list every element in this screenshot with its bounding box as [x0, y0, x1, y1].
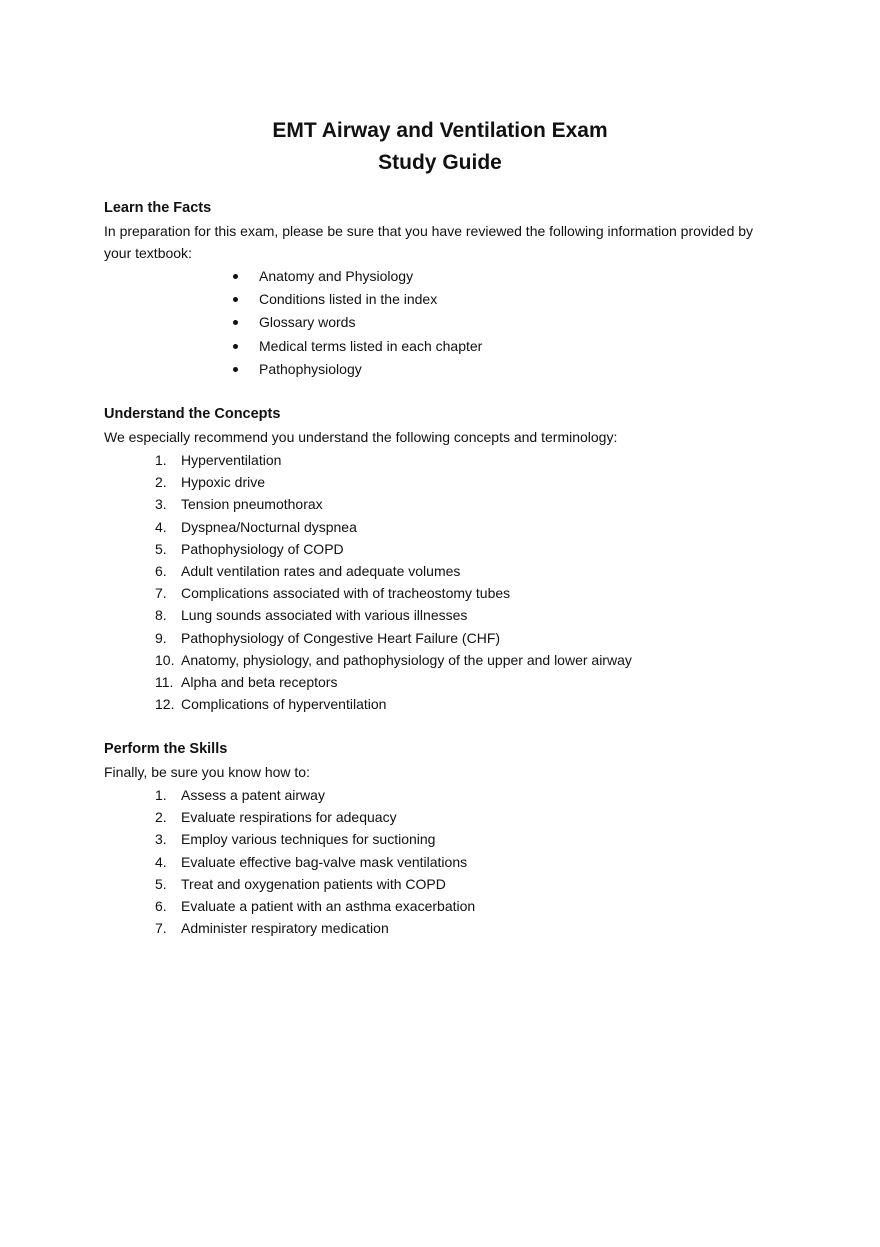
list-item	[155, 873, 475, 895]
item-number: 12.	[155, 696, 175, 713]
section-heading-concepts: Understand the Concepts	[104, 406, 281, 422]
section-heading-facts: Learn the Facts	[104, 200, 212, 216]
list-item	[155, 671, 632, 693]
list-item	[155, 917, 475, 939]
list-item-text: Assess a patent airway	[181, 787, 325, 803]
list-item	[155, 582, 632, 604]
list-item-text: Hyperventilation	[181, 452, 282, 468]
list-item-text: Glossary words	[259, 314, 356, 331]
item-number: 4.	[155, 853, 167, 870]
item-number: 2.	[155, 809, 167, 826]
item-number: 7.	[155, 585, 167, 602]
list-item-text: Adult ventilation rates and adequate volumes	[181, 562, 461, 579]
item-number: 4.	[155, 518, 167, 535]
list-item	[230, 288, 482, 311]
section-intro-skills: Finally, be sure you know how to:	[104, 764, 310, 780]
list-item	[155, 449, 632, 471]
item-number: 1.	[155, 452, 167, 468]
list-item	[155, 806, 475, 828]
document-title: EMT Airway and Ventilation Exam	[272, 119, 608, 142]
bullet-icon	[233, 274, 238, 279]
section-intro-facts: In preparation for this exam, please be sure that you have reviewed the following information provided by your textbook:	[104, 223, 754, 261]
section-intro-concepts: We especially recommend you understand the following concepts and terminology:	[104, 429, 618, 445]
list-item	[155, 516, 632, 538]
list-item-text: Lung sounds associated with various illnesses	[181, 607, 468, 624]
list-item	[155, 784, 475, 806]
list-item-text: Pathophysiology of COPD	[181, 540, 344, 557]
list-item	[230, 311, 482, 334]
list-item	[155, 493, 632, 515]
list-item	[155, 828, 475, 850]
bullet-icon	[233, 297, 238, 302]
list-item-text: Anatomy, physiology, and pathophysiology of the upper and lower airway	[181, 651, 632, 668]
item-number: 6.	[155, 562, 167, 579]
list-item-text: Treat and oxygenation patients with COPD	[181, 875, 446, 892]
item-number: 3.	[155, 831, 167, 848]
list-item-text: Hypoxic drive	[181, 474, 266, 491]
list-item	[155, 851, 475, 873]
item-number: 7.	[155, 920, 167, 937]
item-number: 3.	[155, 496, 167, 513]
list-item-text: Dyspnea/Nocturnal dyspnea	[181, 518, 357, 535]
list-item-text: Conditions listed in the index	[259, 291, 438, 308]
item-number: 5.	[155, 540, 167, 557]
list-item	[230, 358, 482, 381]
list-item	[155, 627, 632, 649]
facts-bullet-list	[230, 265, 482, 381]
list-item-text: Alpha and beta receptors	[181, 673, 338, 690]
item-number: 6.	[155, 897, 167, 914]
list-item-text: Evaluate a patient with an asthma exacerbation	[181, 897, 476, 914]
bullet-icon	[233, 367, 238, 372]
list-item	[155, 471, 632, 493]
item-number: 10.	[155, 651, 175, 668]
list-item	[155, 538, 632, 560]
bullet-icon	[233, 344, 238, 349]
list-item-text: Tension pneumothorax	[181, 496, 323, 513]
concepts-numbered-list	[155, 449, 632, 715]
list-item-text: Complications of hyperventilation	[181, 696, 387, 713]
list-item-text: Evaluate effective bag-valve mask ventilations	[181, 853, 468, 870]
section-heading-skills: Perform the Skills	[104, 741, 228, 757]
list-item	[155, 560, 632, 582]
item-number: 5.	[155, 875, 167, 892]
list-item-text: Pathophysiology	[259, 360, 362, 377]
list-item	[230, 265, 482, 288]
item-number: 2.	[155, 474, 167, 491]
item-number: 8.	[155, 607, 167, 624]
list-item-text: Anatomy and Physiology	[259, 268, 414, 284]
list-item-text: Pathophysiology of Congestive Heart Failure (CHF)	[181, 629, 501, 646]
item-number: 1.	[155, 787, 167, 803]
list-item-text: Administer respiratory medication	[181, 920, 389, 937]
item-number: 11.	[155, 673, 174, 690]
list-item-text: Employ various techniques for suctioning	[181, 831, 436, 848]
list-item	[155, 604, 632, 626]
list-item	[155, 895, 475, 917]
document-subtitle: Study Guide	[378, 151, 502, 174]
bullet-icon	[233, 320, 238, 325]
item-number: 9.	[155, 629, 167, 646]
list-item-text: Medical terms listed in each chapter	[259, 337, 483, 354]
list-item	[230, 335, 482, 358]
skills-numbered-list	[155, 784, 475, 939]
list-item-text: Complications associated with of tracheostomy tubes	[181, 585, 511, 602]
list-item	[155, 649, 632, 671]
list-item	[155, 693, 632, 715]
list-item-text: Evaluate respirations for adequacy	[181, 809, 397, 826]
